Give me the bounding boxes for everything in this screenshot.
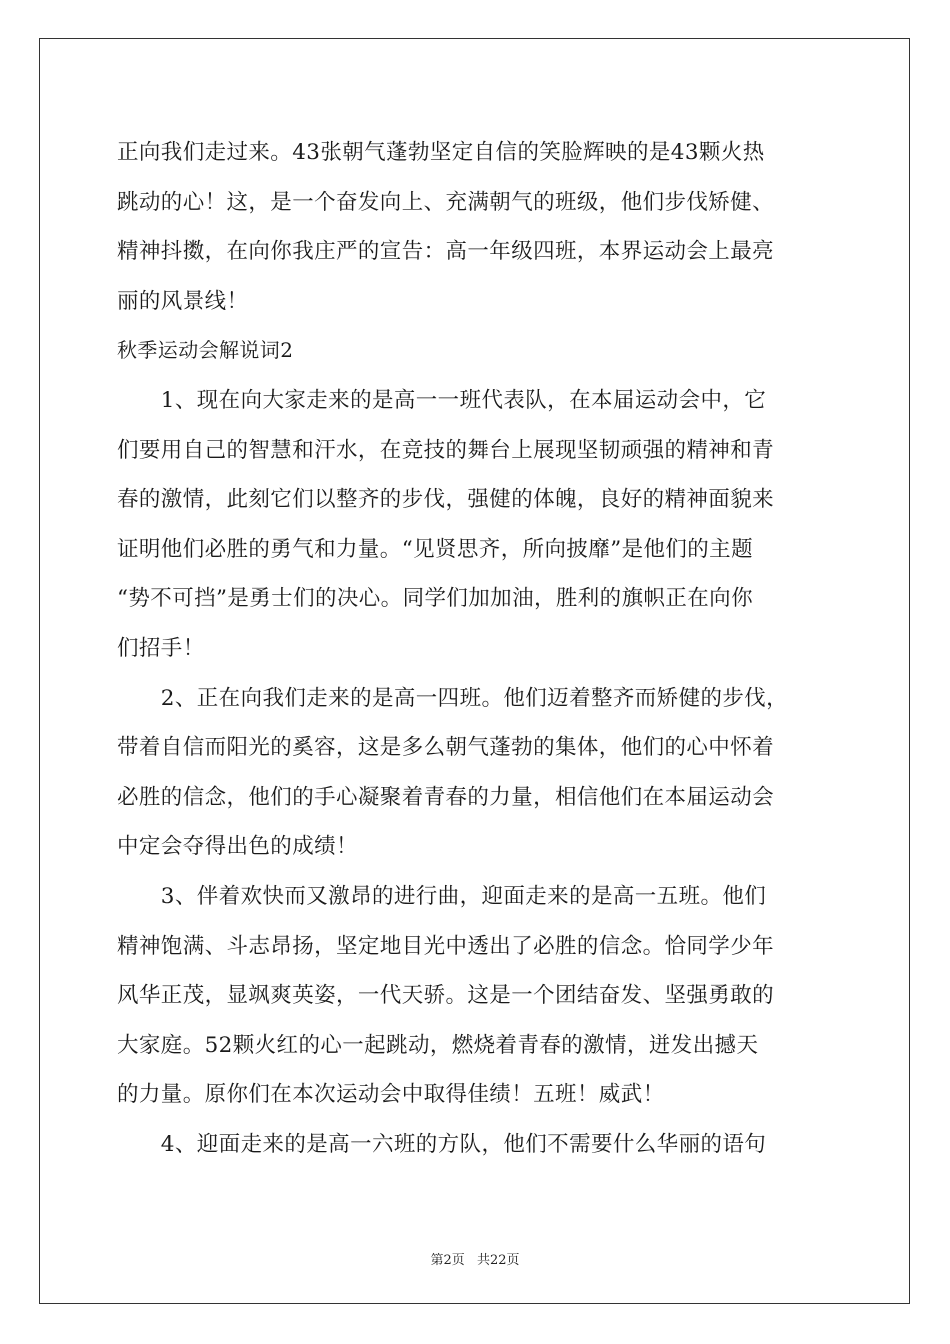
text-line: 3、伴着欢快而又激昂的进行曲，迎面走来的是高一五班。他们: [117, 883, 767, 909]
page-total: 共22页: [476, 1253, 520, 1268]
text-line: 中定会夺得出色的成绩！: [117, 834, 358, 860]
text-line: 带着自信而阳光的奚容，这是多么朝气蓬勃的集体，他们的心中怀着: [117, 735, 775, 761]
text-line: 们要用自己的智慧和汗水，在竞技的舞台上展现坚韧顽强的精神和青: [117, 437, 775, 463]
document-body: [117, 128, 835, 1169]
text-line: 1、现在向大家走来的是高一一班代表队，在本届运动会中，它: [117, 387, 767, 413]
text-line: 的力量。原你们在本次运动会中取得佳绩！五班！威武！: [117, 1082, 665, 1108]
text-line: 2、正在向我们走来的是高一四班。他们迈着整齐而矫健的步伐，: [117, 685, 789, 711]
text-line: 跳动的心！这，是一个奋发向上、充满朝气的班级，他们步伐矫健、: [117, 189, 775, 215]
text-line: 精神饱满、斗志昂扬，坚定地目光中透出了必胜的信念。恰同学少年: [117, 933, 775, 959]
text-line: 丽的风景线！: [117, 288, 249, 314]
text-line: 正向我们走过来。43张朝气蓬勃坚定自信的笑脸辉映的是43颗火热: [117, 140, 765, 165]
text-line: 4、迎面走来的是高一六班的方队，他们不需要什么华丽的语句: [117, 1131, 767, 1157]
text-line: “势不可挡”是勇士们的决心。同学们加加油，胜利的旗帜正在向你: [117, 586, 753, 612]
text-line: 精神抖擞，在向你我庄严的宣告：高一年级四班，本界运动会上最亮: [117, 239, 775, 265]
section-heading: 秋季运动会解说词2: [117, 338, 294, 363]
text-line: 大家庭。52颗火红的心一起跳动，燃烧着青春的激情，迸发出撼天: [117, 1032, 759, 1058]
page-number: 第2页: [430, 1253, 465, 1268]
text-line: 证明他们必胜的勇气和力量。“见贤思齐，所向披靡”是他们的主题: [117, 536, 753, 562]
text-line: 春的激情，此刻它们以整齐的步伐，强健的体魄，良好的精神面貌来: [117, 487, 775, 513]
page-footer: [0, 1249, 950, 1268]
text-line: 们招手！: [117, 635, 205, 661]
text-line: 必胜的信念，他们的手心凝聚着青春的力量，相信他们在本届运动会: [117, 784, 775, 810]
text-line: 风华正茂，显飒爽英姿，一代天骄。这是一个团结奋发、坚强勇敢的: [117, 983, 775, 1009]
